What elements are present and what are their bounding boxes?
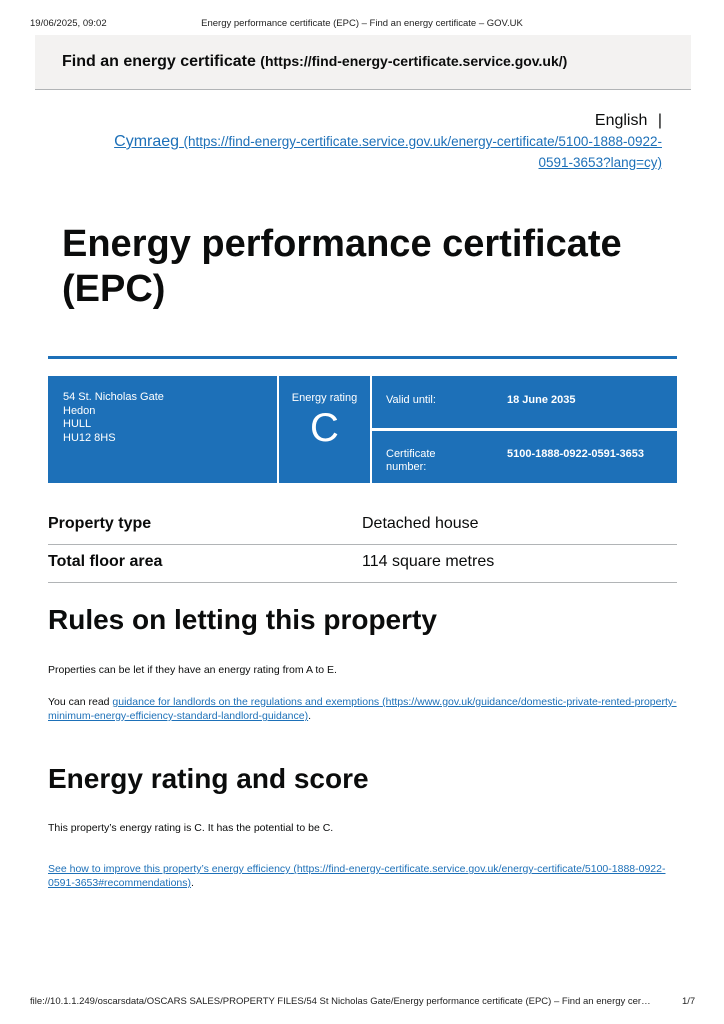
improve-efficiency-paragraph <box>48 862 680 890</box>
energy-rating-label: Energy rating <box>291 392 358 404</box>
guidance-suffix: . <box>308 710 312 722</box>
letting-paragraph: Properties can be let if they have an energy rating from A to E. <box>48 664 337 676</box>
landlord-guidance-link[interactable] <box>48 696 677 722</box>
certificate-number-label: Certificate number: <box>386 448 436 473</box>
valid-until-value: 18 June 2035 <box>507 394 576 406</box>
language-cymraeg-url[interactable]: (https://find-energy-certificate.service.gov.uk/energy-certificate/5100-1888-0922-0591-3653?lang=cy) <box>183 134 662 170</box>
certificate-number-cell <box>372 431 677 483</box>
print-datetime: 19/06/2025, 09:02 <box>30 18 107 29</box>
language-switcher <box>102 110 662 173</box>
guidance-prefix: You can read <box>48 696 113 708</box>
address-line: HU12 8HS <box>63 431 116 444</box>
epc-summary-panel <box>48 376 677 483</box>
property-type-label: Property type <box>48 515 152 532</box>
language-cymraeg-link[interactable] <box>114 133 662 171</box>
service-name-label[interactable]: Find an energy certificate <box>62 53 256 70</box>
landlord-guidance-paragraph <box>48 695 680 723</box>
service-url: (https://find-energy-certificate.service.gov.uk/) <box>260 53 568 69</box>
improve-efficiency-link[interactable] <box>48 863 665 889</box>
improve-efficiency-link-text[interactable]: See how to improve this property’s energy efficiency <box>48 863 291 875</box>
landlord-guidance-link-text[interactable]: guidance for landlords on the regulations and exemptions <box>112 696 380 708</box>
print-page-number: 1/7 <box>682 996 696 1007</box>
address-line: HULL <box>63 418 92 430</box>
landlord-guidance-url[interactable]: (https://www.gov.uk/guidance/domestic-private-rented-property-minimum-energy-efficiency-standard-landlord-guidance) <box>48 696 677 722</box>
print-file-path: file://10.1.1.249/oscarsdata/OSCARS SALES/PROPERTY FILES/54 St Nicholas Gate/Energy performance certificate (EPC) – Find an energy cer… <box>30 996 651 1007</box>
language-current: English <box>594 112 648 129</box>
service-name[interactable] <box>62 53 567 71</box>
floor-area-row <box>48 544 677 583</box>
property-type-value: Detached house <box>362 515 479 532</box>
service-header <box>35 35 691 90</box>
language-separator: | <box>657 112 662 129</box>
title-divider <box>48 356 677 359</box>
floor-area-label: Total floor area <box>48 553 163 570</box>
valid-until-label: Valid until: <box>386 394 436 406</box>
certificate-number-value: 5100-1888-0922-0591-3653 <box>507 448 645 460</box>
page-title: Energy performance certificate (EPC) <box>62 223 622 310</box>
address-line: 54 St. Nicholas Gate <box>63 391 164 403</box>
energy-rating-letter: C <box>310 406 339 450</box>
energy-score-heading: Energy rating and score <box>48 763 369 794</box>
energy-score-paragraph: This property’s energy rating is C. It has the potential to be C. <box>48 822 334 834</box>
language-cymraeg-label[interactable]: Cymraeg <box>114 133 180 150</box>
improve-suffix: . <box>191 877 194 889</box>
floor-area-value: 114 square metres <box>362 553 495 570</box>
property-type-row <box>48 506 677 545</box>
print-tab-title: Energy performance certificate (EPC) – Find an energy certificate – GOV.UK <box>201 18 523 29</box>
improve-efficiency-url[interactable]: (https://find-energy-certificate.service.gov.uk/energy-certificate/5100-1888-0922-0591-3653#recommendations) <box>48 863 666 889</box>
letting-heading: Rules on letting this property <box>48 604 437 635</box>
energy-rating-cell <box>279 376 370 483</box>
address-cell <box>48 376 277 483</box>
valid-until-cell <box>372 376 677 428</box>
address-line: Hedon <box>63 404 96 417</box>
